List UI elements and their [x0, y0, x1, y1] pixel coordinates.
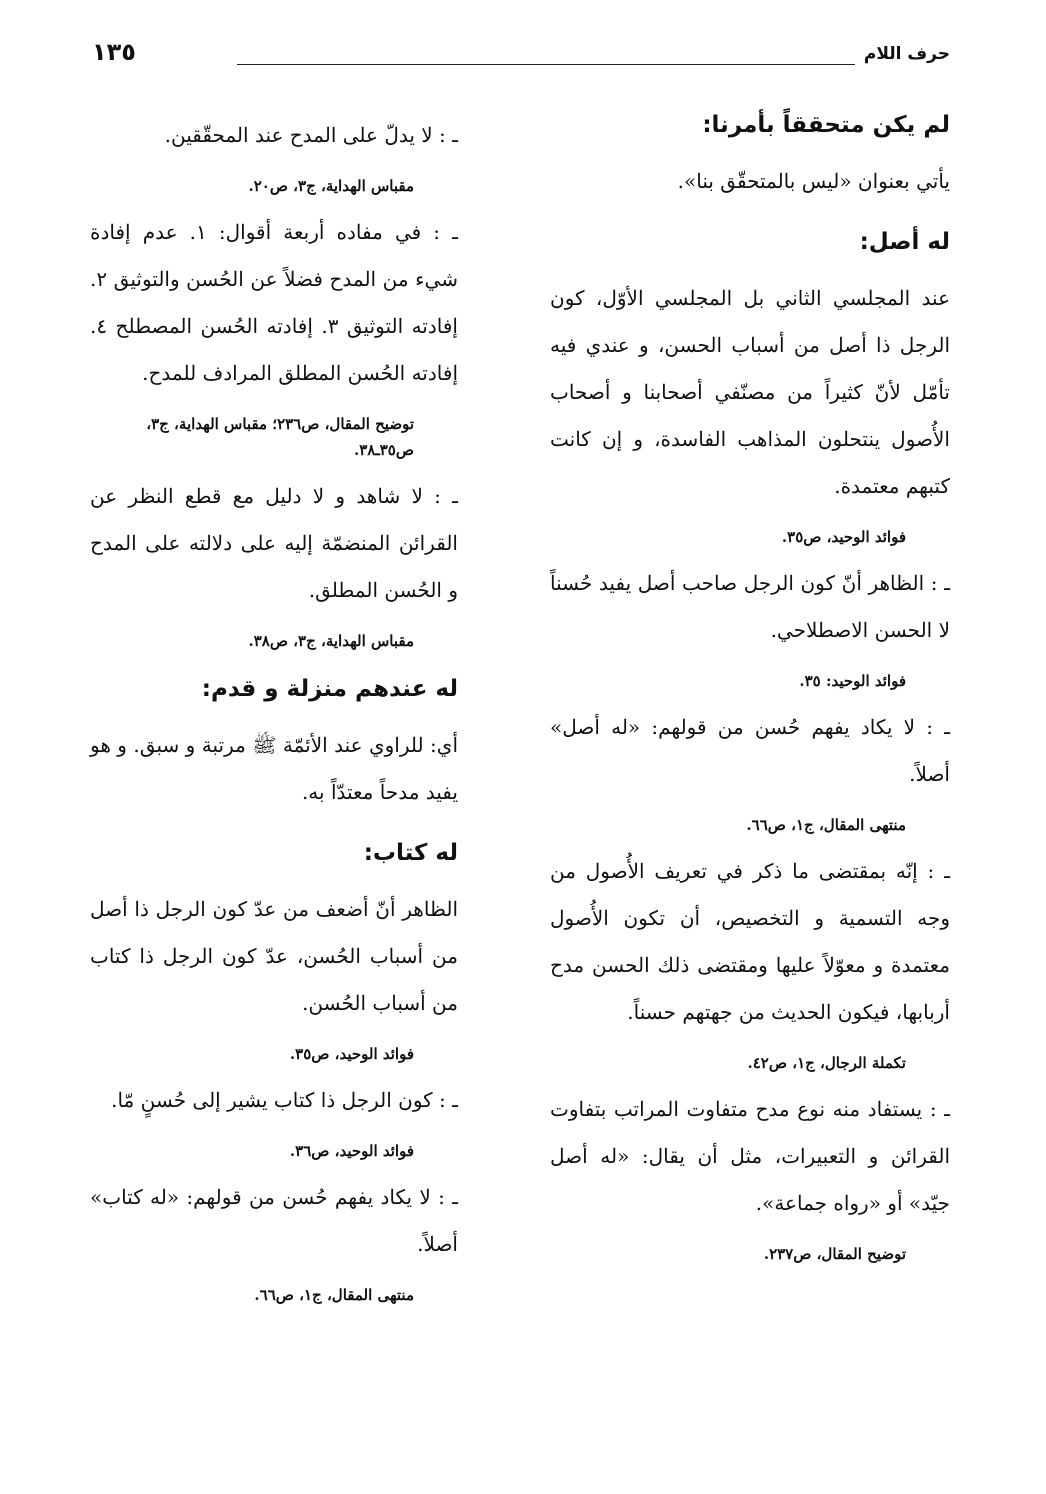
chapter-title: حرف اللام [863, 44, 950, 64]
source-citation: توضيح المقال، ص٢٣٧. [763, 1245, 906, 1263]
source-citation: توضيح المقال، ص٢٣٦؛ مقباس الهداية، ج٣، ص٣٥ـ٣٨. [146, 415, 414, 459]
entry-text: ـ : الظاهر أنّ كون الرجل صاحب أصل يفيد حُسناً لا الحسن الاصطلاحي. [550, 571, 950, 642]
entry-text: ـ : لا شاهد و لا دليل مع قطع النظر عن القرائن المنضمّة إليه على دلالته على المدح و الحُسن المطلق. [90, 484, 458, 602]
entry-text: ـ : لا يكاد يفهم حُسن من قولهم: «له أصل» أصلاً. [550, 715, 950, 786]
entry-text: ـ : كون الرجل ذا كتاب يشير إلى حُسنٍ مّا. [111, 1088, 458, 1112]
entry-heading: لم يكن متحققاً بأمرنا: [702, 112, 950, 138]
source-citation: مقباس الهداية، ج٣، ص٣٨. [248, 632, 414, 650]
entry-text: ـ : إنّه بمقتضى ما ذكر في تعريف الأُصول من وجه التسمية و التخصيص، أن تكون الأُصول معتمدة و معوّلاً عليها ومقتضى ذلك الحسن مدح أربابها، فيكون الحديث من جهتهم حسناً. [550, 859, 950, 1024]
source-citation: منتهى المقال، ج١، ص٦٦. [746, 816, 906, 834]
source-citation: فوائد الوحيد، ص٣٥. [781, 528, 906, 546]
left-column [90, 112, 458, 1318]
entry-text: أي: للراوي عند الأئمّة ﷺ مرتبة و سبق. و هو يفيد مدحاً معتدّاً به. [90, 733, 458, 804]
entry-text: ـ : في مفاده أربعة أقوال: ١. عدم إفادة شيء من المدح فضلاً عن الحُسن والتوثيق ٢. إفادته التوثيق ٣. إفادته الحُسن المصطلح ٤. إفادته الحُسن المطلق المرادف للمدح. [90, 220, 458, 385]
source-citation: منتهى المقال، ج١، ص٦٦. [254, 1286, 414, 1304]
entry-heading: له كتاب: [363, 840, 458, 866]
entry-text: ـ : يستفاد منه نوع مدح متفاوت المراتب بتفاوت القرائن و التعبيرات، مثل أن يقال: «له أصل جيّد» أو «رواه جماعة». [550, 1097, 950, 1215]
entry-text: ـ : لا يدلّ على المدح عند المحقّقين. [164, 123, 458, 147]
source-citation: فوائد الوحيد: ٣٥. [799, 672, 906, 690]
entry-text: عند المجلسي الثاني بل المجلسي الأوّل، كون الرجل ذا أصل من أسباب الحسن، و عندي فيه تأمّل لأنّ كثيراً من مصنّفي أصحابنا و أصحاب الأُصول ينتحلون المذاهب الفاسدة، و إن كانت كتبهم معتمدة. [550, 286, 950, 498]
entry-text: يأتي بعنوان «ليس بالمتحقّق بنا». [677, 169, 950, 193]
right-column [550, 112, 950, 1277]
entry-heading: له أصل: [859, 229, 950, 255]
page-header [92, 38, 950, 78]
source-citation: فوائد الوحيد، ص٣٥. [289, 1045, 414, 1063]
source-citation: مقباس الهداية، ج٣، ص٢٠. [248, 177, 414, 195]
entry-heading: له عندهم منزلة و قدم: [201, 676, 458, 702]
page-number: ١٣٥ [92, 38, 136, 66]
entry-text: الظاهر أنّ أضعف من عدّ كون الرجل ذا أصل من أسباب الحُسن، عدّ كون الرجل ذا كتاب من أسباب الحُسن. [90, 897, 458, 1015]
header-rule [237, 64, 855, 65]
entry-text: ـ : لا يكاد يفهم حُسن من قولهم: «له كتاب» أصلاً. [90, 1185, 458, 1256]
source-citation: تكملة الرجال، ج١، ص٤٢. [747, 1054, 906, 1072]
source-citation: فوائد الوحيد، ص٣٦. [289, 1142, 414, 1160]
